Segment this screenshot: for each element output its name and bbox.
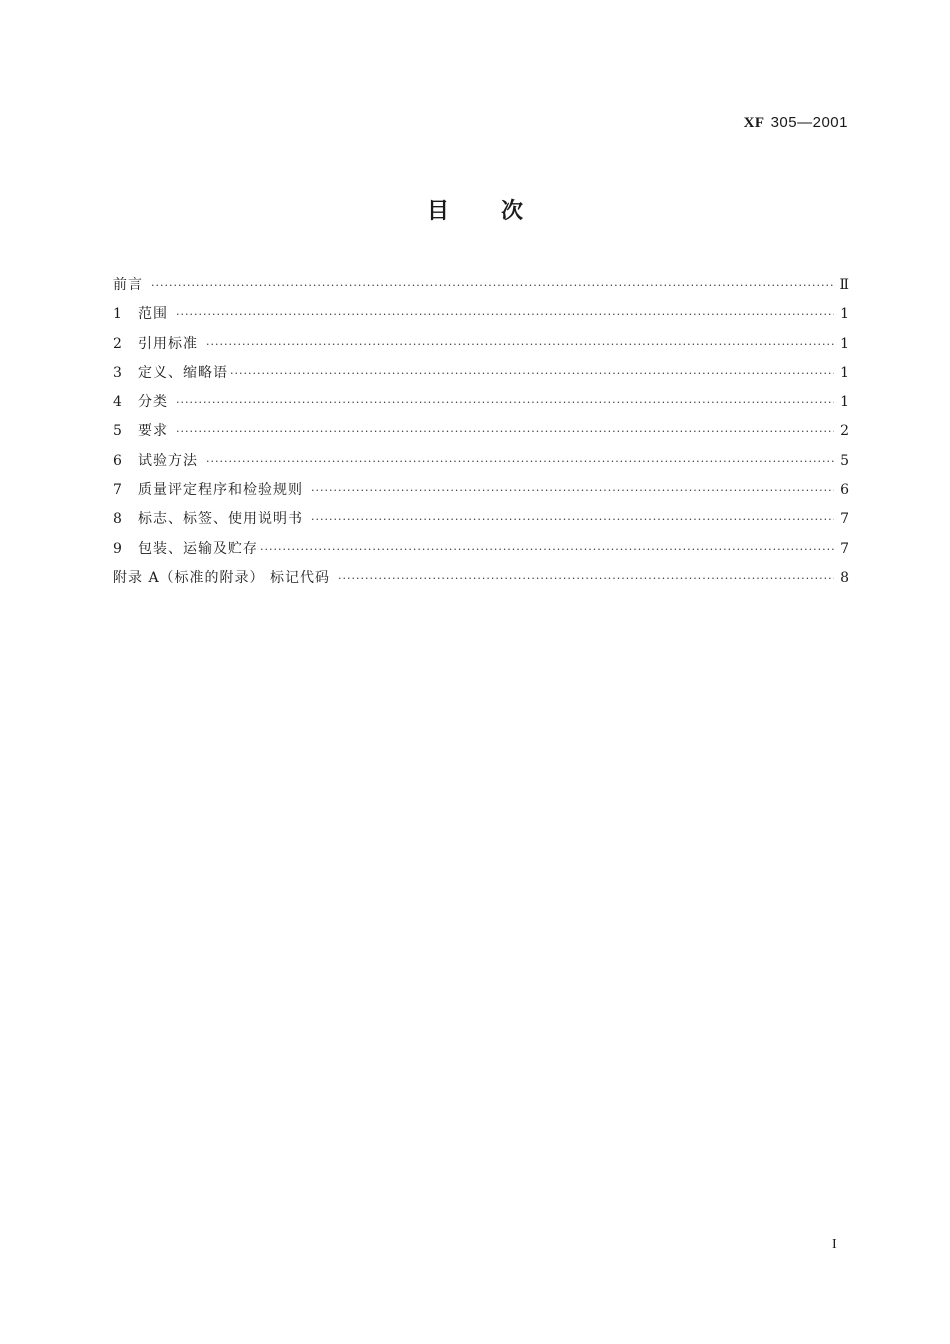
toc-entry-foreword[interactable] xyxy=(113,275,849,304)
toc-entry-page: 1 xyxy=(840,335,849,352)
toc-leader-dots xyxy=(338,569,834,589)
toc-entry-label: 质量评定程序和检验规则 xyxy=(138,482,303,499)
toc-entry-page: Ⅱ xyxy=(839,277,849,293)
toc-entry-label: 定义、缩略语 xyxy=(138,364,228,381)
toc-title-char-1: 目 xyxy=(426,199,449,224)
toc-entry-page: 1 xyxy=(840,394,849,411)
toc-entry-2[interactable] xyxy=(113,334,849,363)
toc-leader-dots xyxy=(206,452,834,472)
toc-entry-8[interactable] xyxy=(113,509,849,538)
toc-entry-number: 2 xyxy=(113,335,122,352)
toc-entry-number: 1 xyxy=(113,306,122,323)
toc-entry-appendix-a[interactable] xyxy=(113,568,849,597)
toc-entry-number: 7 xyxy=(113,482,122,499)
toc-entry-page: 7 xyxy=(840,511,849,528)
toc-entry-label: 附录 A（标准的附录） 标记代码 xyxy=(113,569,331,586)
toc-entry-3[interactable] xyxy=(113,363,849,392)
toc-entry-number: 8 xyxy=(113,511,122,528)
toc-entry-label: 分类 xyxy=(138,394,168,411)
toc-entry-page: 8 xyxy=(840,569,849,586)
toc-entry-label: 要求 xyxy=(138,423,168,440)
toc-entry-4[interactable] xyxy=(113,392,849,421)
toc-leader-dots xyxy=(311,481,834,501)
standard-number: 305—2001 xyxy=(770,114,848,131)
standard-code xyxy=(744,114,848,132)
toc-entry-number: 6 xyxy=(113,452,122,469)
toc-leader-dots xyxy=(260,540,834,560)
toc-entry-7[interactable] xyxy=(113,480,849,509)
standard-prefix: XF xyxy=(743,115,765,131)
toc-entry-page: 6 xyxy=(840,482,849,499)
toc-leader-dots xyxy=(176,305,834,325)
toc-leader-dots xyxy=(176,422,834,442)
toc-entry-number: 4 xyxy=(113,394,122,411)
toc-leader-dots xyxy=(206,335,834,355)
toc-entry-number: 9 xyxy=(113,540,122,557)
toc-entry-6[interactable] xyxy=(113,451,849,480)
toc-entry-label: 标志、标签、使用说明书 xyxy=(138,511,303,528)
page-number: I xyxy=(832,1237,837,1252)
toc-entry-label: 包装、运输及贮存 xyxy=(138,540,258,557)
toc-leader-dots xyxy=(230,364,834,384)
toc-leader-dots xyxy=(151,276,833,296)
toc-entry-number: 3 xyxy=(113,364,122,381)
toc-entry-page: 2 xyxy=(840,423,849,440)
toc-entry-page: 7 xyxy=(840,540,849,557)
toc-entry-label: 引用标准 xyxy=(138,335,198,352)
toc-entry-page: 1 xyxy=(840,306,849,323)
toc-title-char-2: 次 xyxy=(501,199,524,224)
toc-title xyxy=(0,194,950,225)
table-of-contents xyxy=(113,275,849,597)
toc-entry-5[interactable] xyxy=(113,421,849,450)
toc-entry-label: 前言 xyxy=(113,277,143,293)
toc-leader-dots xyxy=(176,393,834,413)
toc-entry-number: 5 xyxy=(113,423,122,440)
toc-entry-label: 范围 xyxy=(138,306,168,323)
toc-entry-label: 试验方法 xyxy=(138,452,198,469)
toc-entry-page: 5 xyxy=(840,452,849,469)
toc-entry-9[interactable] xyxy=(113,539,849,568)
toc-entry-1[interactable] xyxy=(113,304,849,333)
toc-leader-dots xyxy=(311,510,834,530)
toc-entry-page: 1 xyxy=(840,364,849,381)
